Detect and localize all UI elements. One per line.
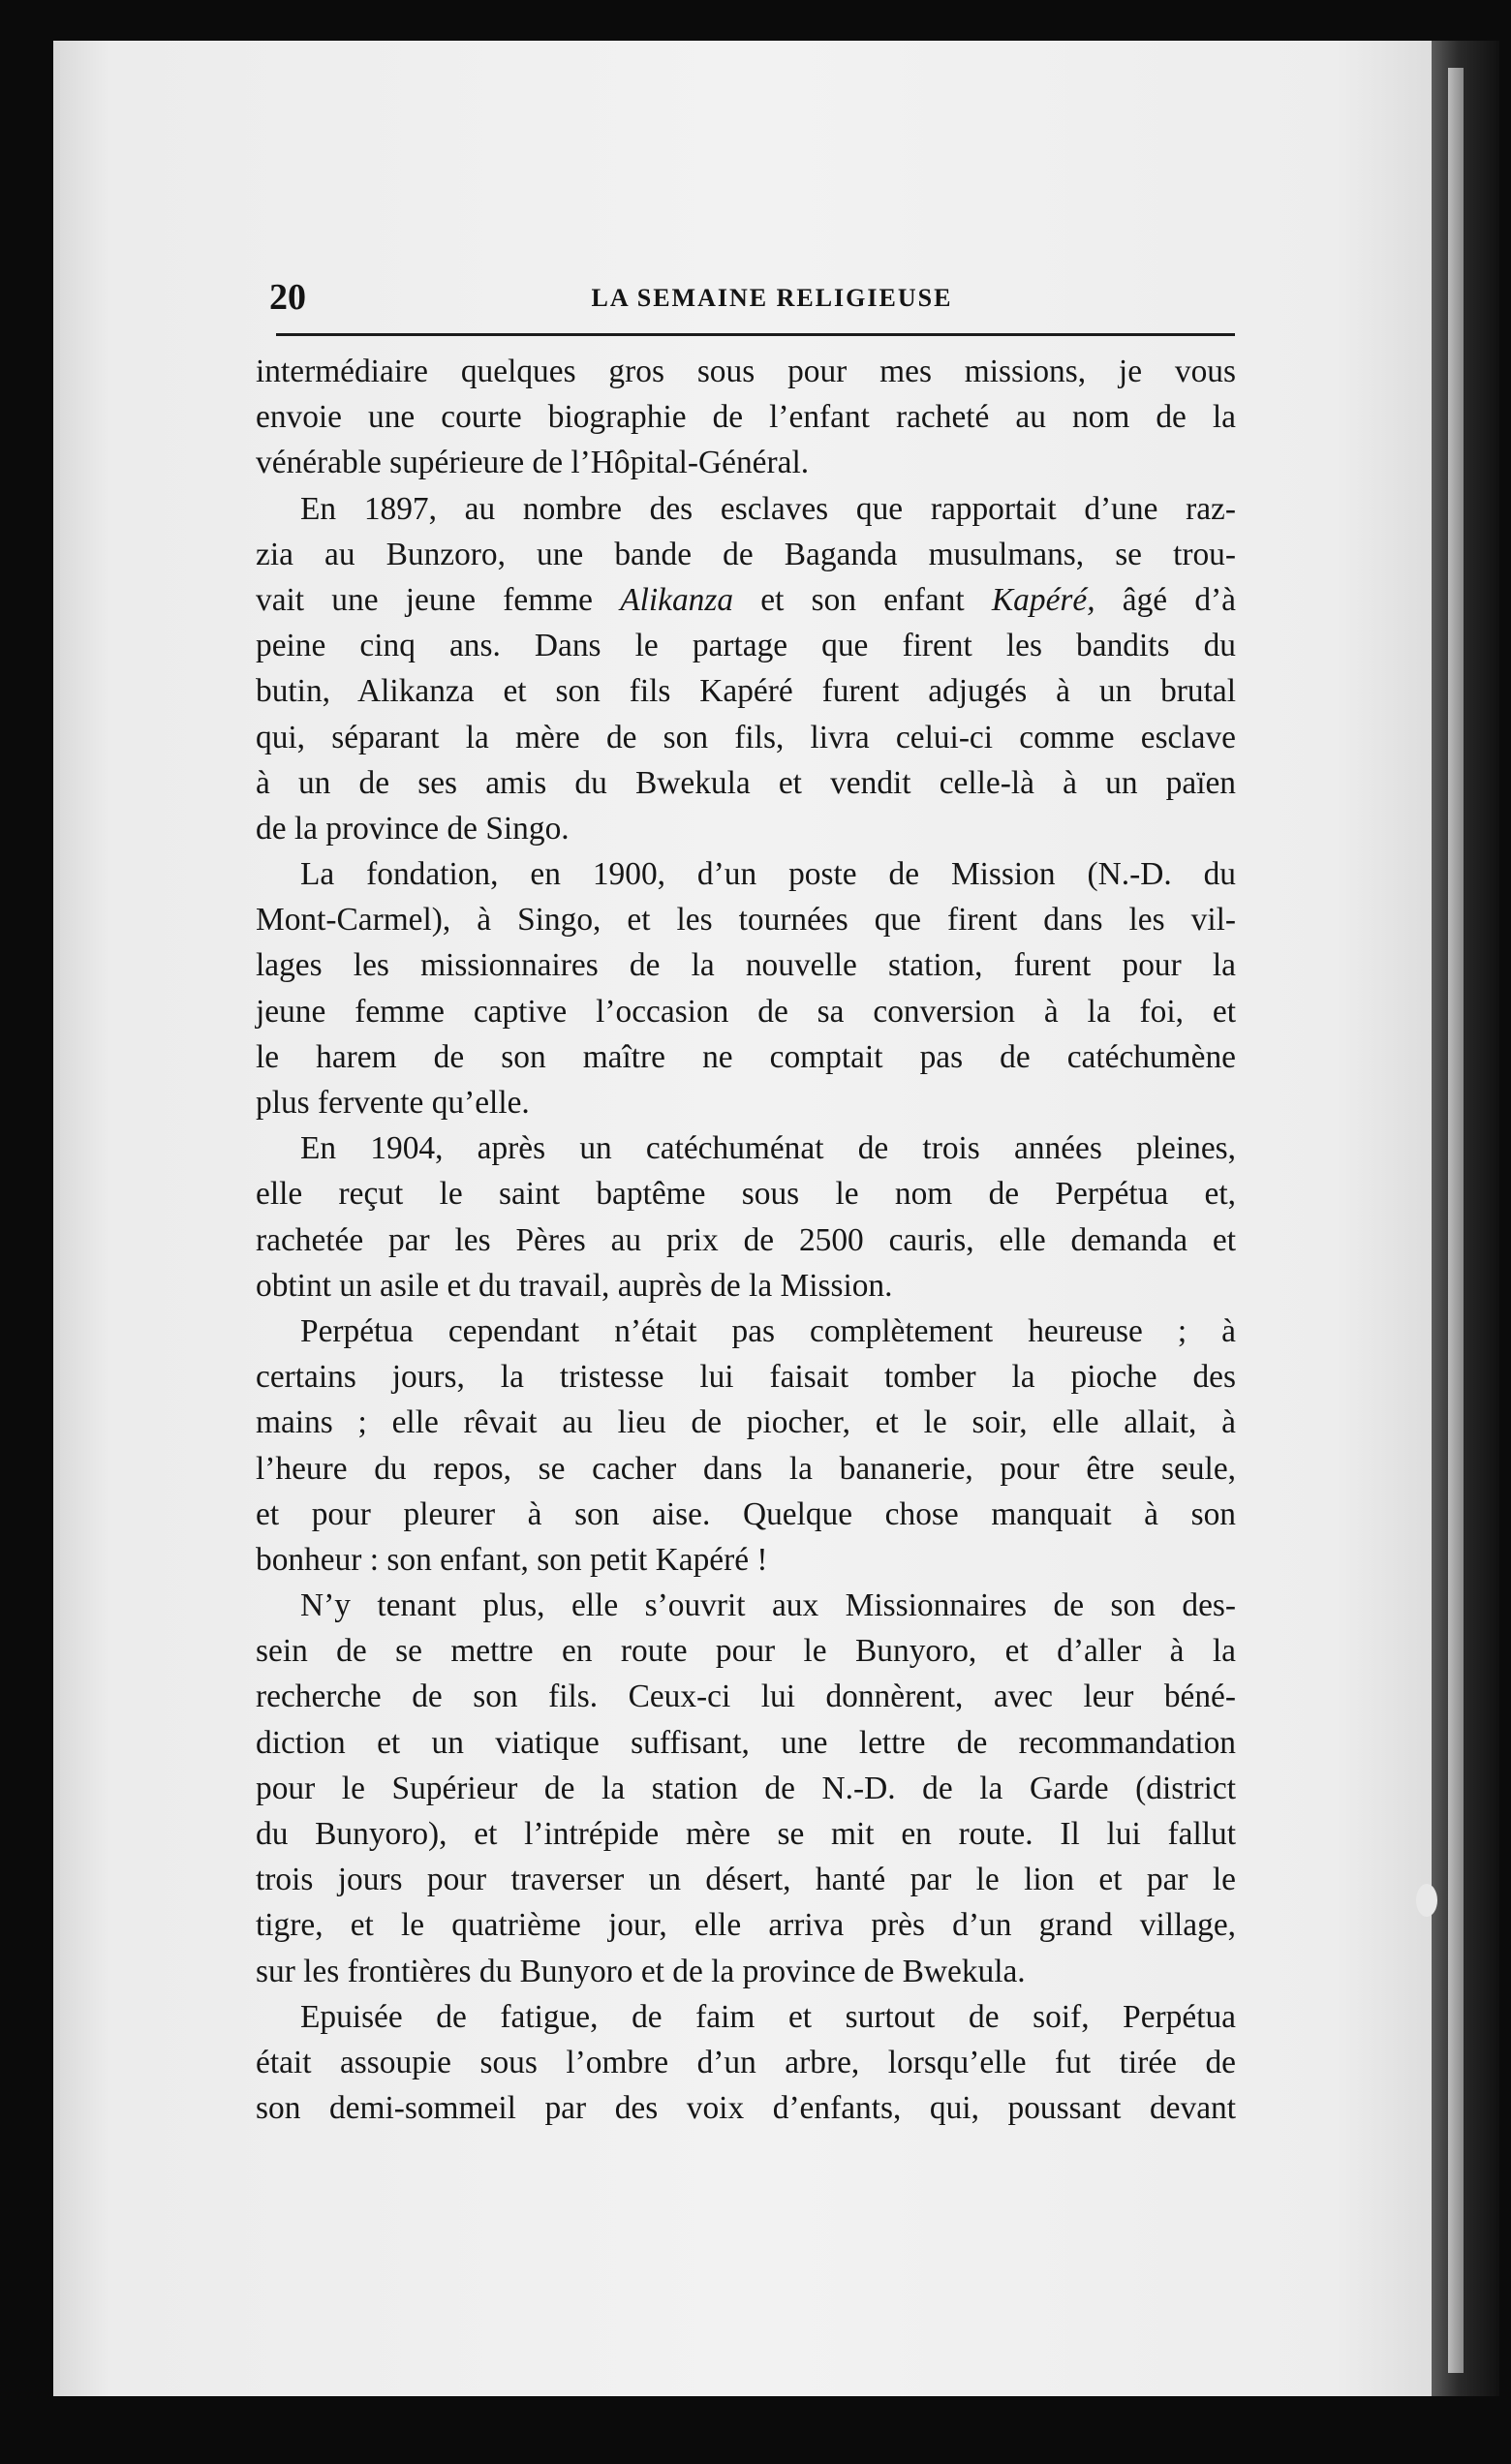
text-line: trois jours pour traverser un désert, hanté par le lion et par le	[256, 1862, 1236, 1898]
text-run: âgé d’à	[1095, 581, 1236, 618]
text-run: vait une jeune femme	[256, 581, 621, 618]
page-header	[269, 276, 1236, 319]
text-line: vénérable supérieure de l’Hôpital-Général.	[256, 445, 810, 481]
paragraph-first-line: Perpétua cependant n’était pas complètement heureuse ; à	[300, 1312, 1236, 1349]
text-line	[256, 577, 1236, 623]
paragraph-first-line: Epuisée de fatigue, de faim et surtout de soif, Perpétua	[300, 1998, 1236, 2035]
header-rule	[276, 333, 1235, 336]
page-number: 20	[269, 277, 306, 318]
text-line: sein de se mettre en route pour le Bunyoro, et d’aller à la	[256, 1633, 1236, 1670]
paragraph-first-line: En 1904, après un catéchuménat de trois années pleines,	[300, 1130, 1236, 1167]
text-run: et son enfant	[733, 581, 992, 618]
text-line: sur les frontières du Bunyoro et de la province de Bwekula.	[256, 1953, 1026, 1989]
text-line: bonheur : son enfant, son petit Kapéré !	[256, 1541, 768, 1578]
running-head: LA SEMAINE RELIGIEUSE	[591, 284, 953, 312]
book-binding-shadow	[1432, 41, 1499, 2396]
paragraph-first-line: N’y tenant plus, elle s’ouvrit aux Missionnaires de son des-	[300, 1587, 1236, 1624]
italic-name-kapere: Kapéré,	[991, 581, 1095, 618]
text-line: le harem de son maître ne comptait pas de catéchumène	[256, 1038, 1236, 1075]
text-line: pour le Supérieur de la station de N.-D. de la Garde (district	[256, 1770, 1236, 1806]
text-line: jeune femme captive l’occasion de sa conversion à la foi, et	[256, 993, 1236, 1030]
text-line: tigre, et le quatrième jour, elle arriva près d’un grand village,	[256, 1907, 1236, 1944]
book-binding-edge	[1448, 68, 1464, 2373]
text-line: était assoupie sous l’ombre d’un arbre, lorsqu’elle fut tirée de	[256, 2044, 1236, 2080]
italic-name-alikanza: Alikanza	[620, 581, 734, 618]
text-line: mains ; elle rêvait au lieu de piocher, et le soir, elle allait, à	[256, 1404, 1236, 1441]
text-line: rachetée par les Pères au prix de 2500 cauris, elle demanda et	[256, 1221, 1236, 1258]
text-line: de la province de Singo.	[256, 810, 570, 847]
text-line: son demi-sommeil par des voix d’enfants, qui, poussant devant	[256, 2090, 1236, 2127]
text-line: elle reçut le saint baptême sous le nom de Perpétua et,	[256, 1176, 1236, 1213]
text-line: plus fervente qu’elle.	[256, 1085, 530, 1121]
text-line: du Bunyoro), et l’intrépide mère se mit en route. Il lui fallut	[256, 1816, 1236, 1852]
paper-speck	[1416, 1884, 1437, 1917]
text-line: qui, séparant la mère de son fils, livra celui-ci comme esclave	[256, 719, 1236, 755]
text-line: Mont-Carmel), à Singo, et les tournées que firent dans les vil-	[256, 902, 1236, 939]
text-line: obtint un asile et du travail, auprès de la Mission.	[256, 1267, 893, 1304]
text-line: certains jours, la tristesse lui faisait tomber la pioche des	[256, 1359, 1236, 1396]
text-line: et pour pleurer à son aise. Quelque chose manquait à son	[256, 1495, 1236, 1532]
text-line: lages les missionnaires de la nouvelle station, furent pour la	[256, 947, 1236, 984]
paragraph-first-line: En 1897, au nombre des esclaves que rapportait d’une raz-	[300, 490, 1236, 527]
text-line: peine cinq ans. Dans le partage que firent les bandits du	[256, 628, 1236, 664]
text-line: zia au Bunzoro, une bande de Baganda musulmans, se trou-	[256, 536, 1236, 572]
text-line: diction et un viatique suffisant, une lettre de recommandation	[256, 1724, 1236, 1761]
paragraph-first-line: La fondation, en 1900, d’un poste de Mission (N.-D. du	[300, 856, 1236, 893]
text-line: intermédiaire quelques gros sous pour mes missions, je vous	[256, 354, 1236, 389]
text-line: recherche de son fils. Ceux-ci lui donnèrent, avec leur béné-	[256, 1679, 1236, 1715]
text-line: envoie une courte biographie de l’enfant racheté au nom de la	[256, 399, 1236, 436]
text-line: butin, Alikanza et son fils Kapéré furent adjugés à un brutal	[256, 673, 1236, 710]
text-line: à un de ses amis du Bwekula et vendit celle-là à un païen	[256, 764, 1236, 801]
body-text	[256, 349, 1236, 2131]
text-line: l’heure du repos, se cacher dans la bananerie, pour être seule,	[256, 1450, 1236, 1487]
